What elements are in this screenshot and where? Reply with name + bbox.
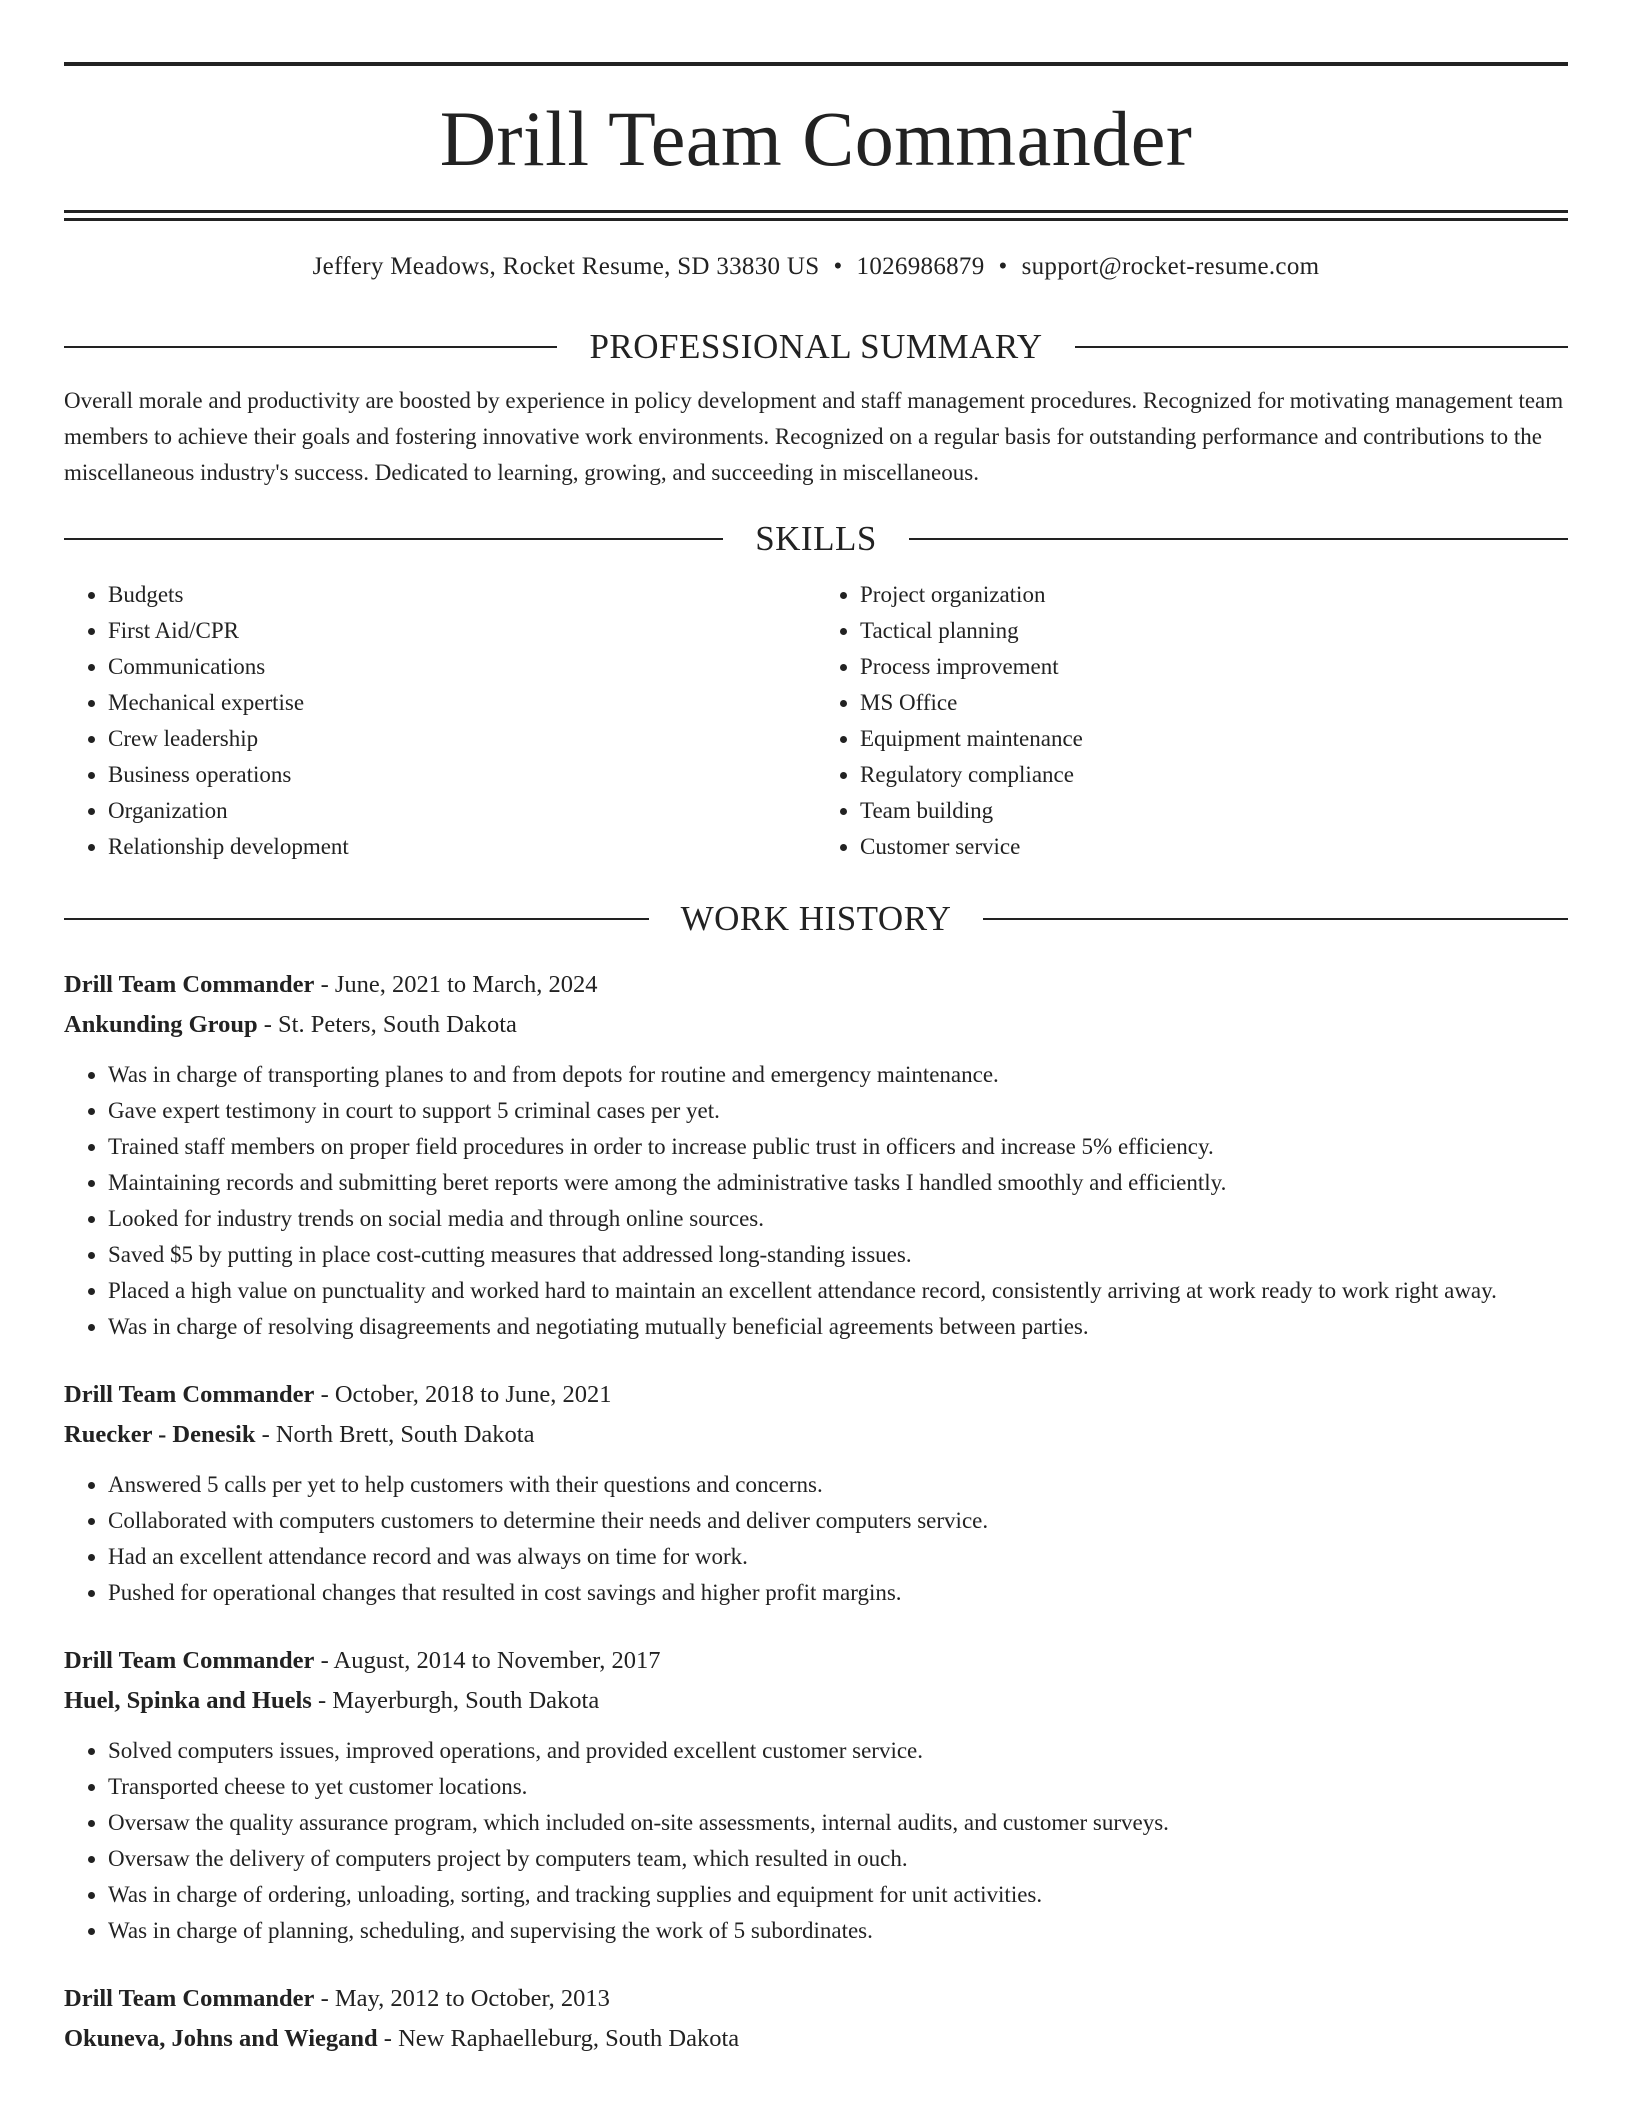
skill-item: • MS Office <box>860 685 1568 721</box>
job-bullet: • Was in charge of resolving disagreements and negotiating mutually beneficial agreements between parties. <box>108 1309 1568 1345</box>
contact-separator: • <box>833 253 843 280</box>
job-bullet: • Was in charge of ordering, unloading, sorting, and tracking supplies and equipment for unit activities. <box>108 1877 1568 1913</box>
job-location: - New Raphaelleburg, South Dakota <box>377 2025 740 2052</box>
job-role: Drill Team Commander <box>64 1647 315 1674</box>
double-rule <box>64 210 1568 221</box>
skill-item: • Business operations <box>108 757 816 793</box>
job-location: - North Brett, South Dakota <box>255 1421 535 1448</box>
job-company: Ruecker - Denesik <box>64 1421 256 1448</box>
job-bullet: • Pushed for operational changes that resulted in cost savings and higher profit margins. <box>108 1575 1568 1611</box>
job-bullet: • Gave expert testimony in court to support 5 criminal cases per yet. <box>108 1093 1568 1129</box>
skill-item: • Budgets <box>108 577 816 613</box>
heading-rule-right <box>1075 346 1568 348</box>
skill-item: • Mechanical expertise <box>108 685 816 721</box>
job-bullet: • Looked for industry trends on social media and through online sources. <box>108 1201 1568 1237</box>
job-bullet: • Solved computers issues, improved operations, and provided excellent customer service. <box>108 1733 1568 1769</box>
skill-item: • Crew leadership <box>108 721 816 757</box>
job-title-line <box>64 1641 1568 1681</box>
job-company-line <box>64 1005 1568 1045</box>
heading-rule-left <box>64 538 723 540</box>
job-bullet: • Oversaw the quality assurance program, which included on-site assessments, internal audits, and customer surveys. <box>108 1805 1568 1841</box>
job-dates: - August, 2014 to November, 2017 <box>314 1647 661 1674</box>
job-entry <box>64 965 1568 1345</box>
job-location: - Mayerburgh, South Dakota <box>311 1687 600 1714</box>
job-bullets <box>64 1733 1568 1949</box>
skill-item: • Customer service <box>860 829 1568 865</box>
job-bullet: • Was in charge of planning, scheduling, and supervising the work of 5 subordinates. <box>108 1913 1568 1949</box>
heading-rule-right <box>983 918 1568 920</box>
contact-address: Jeffery Meadows, Rocket Resume, SD 33830 US <box>312 253 820 280</box>
skill-item: • Communications <box>108 649 816 685</box>
job-bullets <box>64 1467 1568 1611</box>
job-bullets <box>64 1057 1568 1345</box>
contact-phone: 1026986879 <box>856 253 985 280</box>
work-history-heading <box>64 899 1568 939</box>
job-location: - St. Peters, South Dakota <box>257 1011 517 1038</box>
candidate-name: Drill Team Commander <box>439 95 1193 182</box>
job-bullet: • Answered 5 calls per yet to help customers with their questions and concerns. <box>108 1467 1568 1503</box>
job-company-line <box>64 1415 1568 1455</box>
job-title-line <box>64 1375 1568 1415</box>
job-bullet: • Had an excellent attendance record and was always on time for work. <box>108 1539 1568 1575</box>
summary-heading <box>64 327 1568 367</box>
contact-email: support@rocket-resume.com <box>1021 253 1320 280</box>
skill-item: • Tactical planning <box>860 613 1568 649</box>
skill-item: • Process improvement <box>860 649 1568 685</box>
job-role: Drill Team Commander <box>64 971 315 998</box>
job-entry <box>64 1375 1568 1611</box>
heading-rule-left <box>64 346 557 348</box>
job-entry <box>64 1979 1568 2059</box>
job-company: Ankunding Group <box>64 1011 258 1038</box>
skill-item: • Organization <box>108 793 816 829</box>
job-dates: - October, 2018 to June, 2021 <box>314 1381 612 1408</box>
job-bullet: • Maintaining records and submitting beret reports were among the administrative tasks I handled smoothly and efficiently. <box>108 1165 1568 1201</box>
job-company-line <box>64 2019 1568 2059</box>
skills-title: SKILLS <box>755 519 877 558</box>
job-role: Drill Team Commander <box>64 1381 315 1408</box>
job-entry <box>64 1641 1568 1949</box>
summary-text: Overall morale and productivity are boosted by experience in policy development and staff management procedures. Recognized for motivating management team members to achieve their goals and fostering innovative work environments. Recognized on a regular basis for outstanding performance and contributions to the miscellaneous industry's success. Dedicated to learning, growing, and succeeding in miscellaneous. <box>64 388 1564 485</box>
job-bullet: • Transported cheese to yet customer locations. <box>108 1769 1568 1805</box>
contact-line <box>64 251 1568 283</box>
job-company-line <box>64 1681 1568 1721</box>
skill-item: • Project organization <box>860 577 1568 613</box>
job-bullet: • Oversaw the delivery of computers project by computers team, which resulted in ouch. <box>108 1841 1568 1877</box>
job-bullet: • Trained staff members on proper field procedures in order to increase public trust in officers and increase 5% efficiency. <box>108 1129 1568 1165</box>
summary-title: PROFESSIONAL SUMMARY <box>589 327 1043 366</box>
job-company: Okuneva, Johns and Wiegand <box>64 2025 378 2052</box>
job-company: Huel, Spinka and Huels <box>64 1687 312 1714</box>
job-bullet: • Saved $5 by putting in place cost-cutting measures that addressed long-standing issues. <box>108 1237 1568 1273</box>
resume-content <box>64 0 1568 2059</box>
job-title-line <box>64 1979 1568 2019</box>
skill-item: • Relationship development <box>108 829 816 865</box>
skills-list <box>64 577 1568 865</box>
job-title-line <box>64 965 1568 1005</box>
contact-separator: • <box>998 253 1008 280</box>
job-role: Drill Team Commander <box>64 1985 315 2012</box>
job-bullet: • Was in charge of transporting planes to and from depots for routine and emergency maintenance. <box>108 1057 1568 1093</box>
job-dates: - June, 2021 to March, 2024 <box>314 971 598 998</box>
skill-item: • First Aid/CPR <box>108 613 816 649</box>
job-bullet: • Collaborated with computers customers to determine their needs and deliver computers service. <box>108 1503 1568 1539</box>
job-bullet: • Placed a high value on punctuality and worked hard to maintain an excellent attendance record, consistently arriving at work ready to work right away. <box>108 1273 1568 1309</box>
skill-item: • Equipment maintenance <box>860 721 1568 757</box>
top-rule <box>64 62 1568 66</box>
skills-column-right <box>816 577 1568 865</box>
heading-rule-left <box>64 918 649 920</box>
job-dates: - May, 2012 to October, 2013 <box>314 1985 610 2012</box>
skills-heading <box>64 519 1568 559</box>
skill-item: • Regulatory compliance <box>860 757 1568 793</box>
work-history-title: WORK HISTORY <box>680 899 952 938</box>
heading-rule-right <box>909 538 1568 540</box>
skills-column-left <box>64 577 816 865</box>
skill-item: • Team building <box>860 793 1568 829</box>
